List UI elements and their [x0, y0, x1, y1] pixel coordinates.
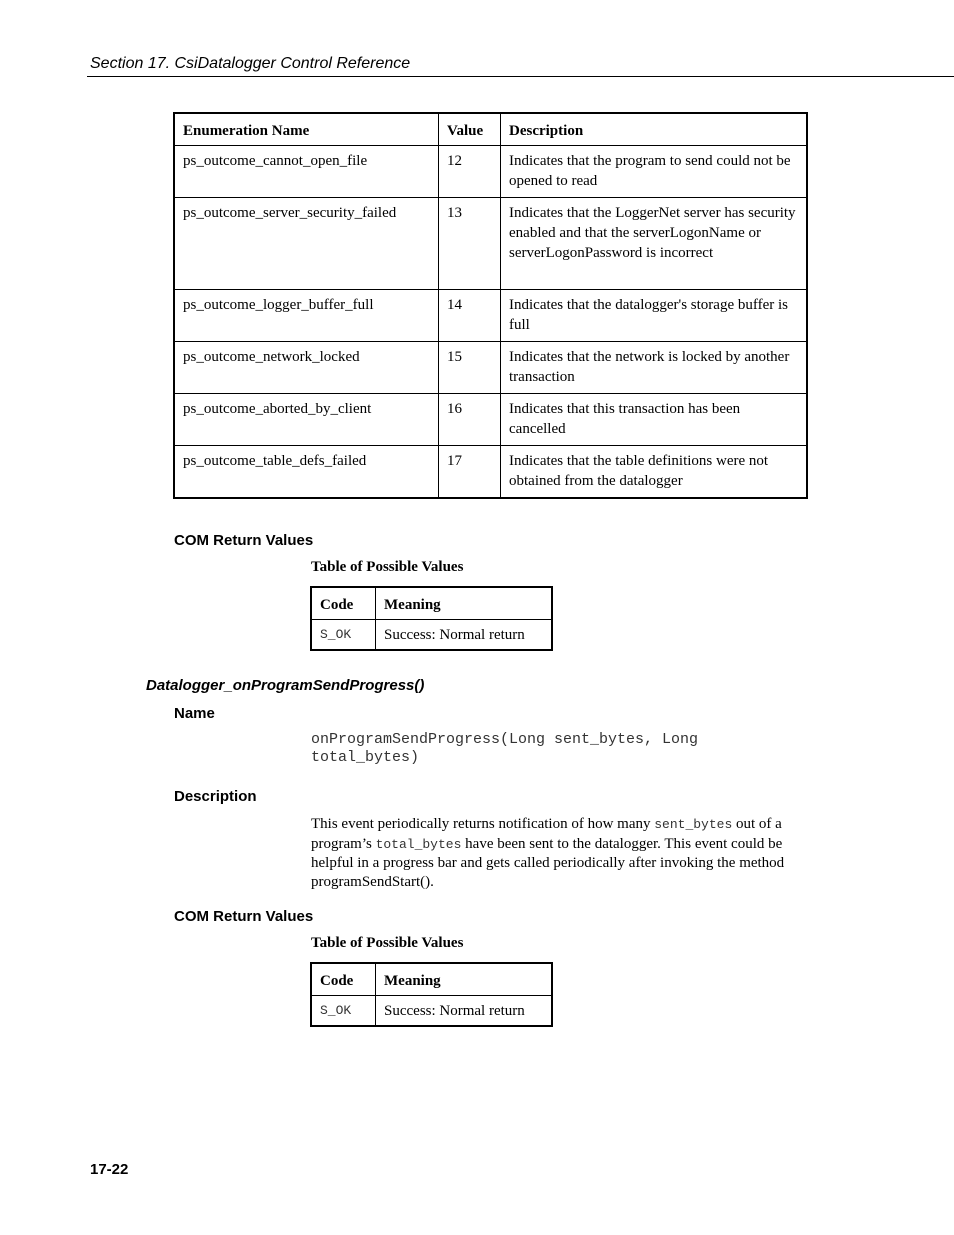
enum-description-cell: Indicates that this transaction has been cancelled [501, 394, 808, 446]
enum-value-cell: 14 [439, 290, 501, 342]
description-text: This event periodically returns notification of how many [311, 816, 655, 832]
table-header-row [174, 113, 807, 146]
return-meaning-cell: Success: Normal return [376, 996, 553, 1027]
table-caption: Table of Possible Values [311, 935, 464, 951]
enum-description-cell: Indicates that the LoggerNet server has security enabled and that the serverLogonName or serverLogonPassword is incorrect [501, 198, 808, 290]
table-row [174, 342, 807, 394]
enum-description-cell: Indicates that the table definitions were not obtained from the datalogger [501, 446, 808, 498]
description-paragraph [311, 815, 811, 891]
return-code-cell: S_OK [311, 996, 376, 1027]
enum-value-cell: 17 [439, 446, 501, 498]
return-values-table [310, 962, 553, 1027]
column-header-description: Description [501, 113, 808, 146]
table-row [174, 290, 807, 342]
enum-description-cell: Indicates that the program to send could not be opened to read [501, 146, 808, 198]
inline-code-sent-bytes: sent_bytes [654, 817, 733, 832]
com-return-values-heading: COM Return Values [174, 532, 314, 549]
enum-name-cell: ps_outcome_logger_buffer_full [174, 290, 439, 342]
table-row [174, 394, 807, 446]
return-values-table [310, 586, 553, 651]
enum-description-cell: Indicates that the network is locked by another transaction [501, 342, 808, 394]
enum-name-cell: ps_outcome_network_locked [174, 342, 439, 394]
page-number: 17-22 [90, 1161, 129, 1178]
column-header-value: Value [439, 113, 501, 146]
method-signature [311, 731, 698, 767]
enum-value-cell: 12 [439, 146, 501, 198]
signature-line-2: total_bytes) [311, 749, 420, 766]
signature-line-1: onProgramSendProgress(Long sent_bytes, Long [311, 731, 699, 748]
return-meaning-cell: Success: Normal return [376, 620, 553, 651]
column-header-code: Code [311, 587, 376, 620]
column-header-enumeration-name: Enumeration Name [174, 113, 439, 146]
description-text: have been sent to the datalogger. This event could be helpful in a progress bar and gets called periodically after invoking the method programSendStart(). [311, 835, 785, 890]
table-row [311, 996, 552, 1027]
table-header-row [311, 587, 552, 620]
table-row [174, 198, 807, 290]
enum-name-cell: ps_outcome_aborted_by_client [174, 394, 439, 446]
table-header-row [311, 963, 552, 996]
enum-value-cell: 15 [439, 342, 501, 394]
table-row [174, 446, 807, 498]
enum-value-cell: 16 [439, 394, 501, 446]
column-header-meaning: Meaning [376, 587, 553, 620]
table-row [311, 620, 552, 651]
inline-code-total-bytes: total_bytes [375, 836, 462, 852]
description-heading: Description [174, 788, 257, 805]
enum-name-cell: ps_outcome_table_defs_failed [174, 446, 439, 498]
enum-value-cell: 13 [439, 198, 501, 290]
description-text: out of a program’s [311, 816, 782, 852]
name-heading: Name [174, 705, 215, 722]
enumeration-table [173, 112, 808, 499]
com-return-values-heading: COM Return Values [174, 908, 314, 925]
return-code-cell: S_OK [311, 620, 376, 651]
column-header-meaning: Meaning [376, 963, 553, 996]
column-header-code: Code [311, 963, 376, 996]
running-header: Section 17. CsiDatalogger Control Reference [90, 55, 411, 72]
table-caption: Table of Possible Values [311, 559, 464, 575]
method-title: Datalogger_onProgramSendProgress() [146, 677, 425, 694]
enum-name-cell: ps_outcome_cannot_open_file [174, 146, 439, 198]
enum-description-cell: Indicates that the datalogger's storage buffer is full [501, 290, 808, 342]
table-row [174, 146, 807, 198]
enum-name-cell: ps_outcome_server_security_failed [174, 198, 439, 290]
header-rule [87, 76, 954, 77]
